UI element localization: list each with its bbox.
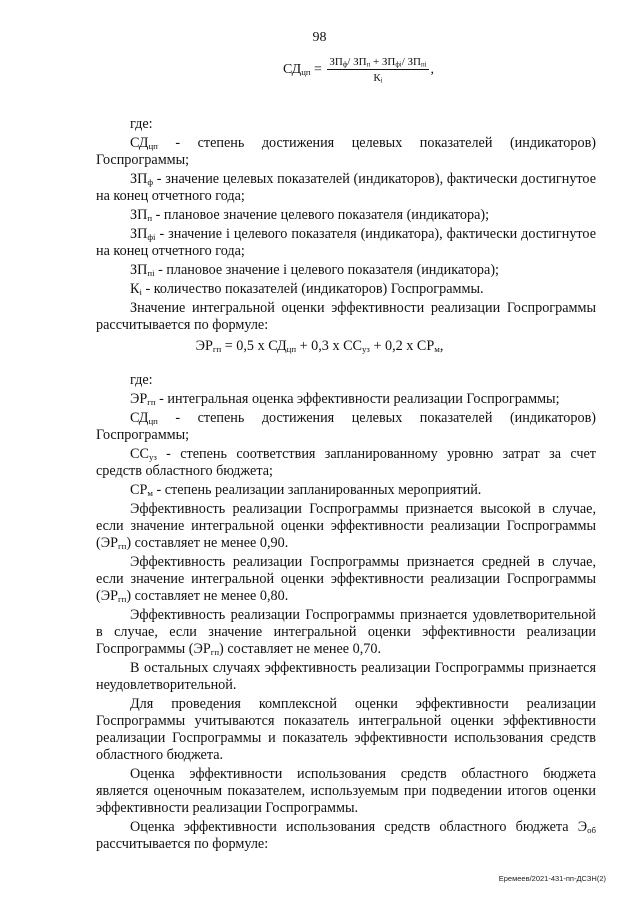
paragraph-high: Эффективность реализации Госпрограммы признается высокой в случае, если значение интегральной оценки эффективности реализации Госпрограммы $(ЭР_{гп})$ составляет не менее 0,90. [96,501,596,552]
paragraph-medium: Эффективность реализации Госпрограммы признается средней в случае, если значение интегральной оценки эффективности реализации Госпрограммы $(ЭР_{гп})$ составляет не менее 0,80. [96,554,596,605]
paragraph-budget-eval: Оценка эффективности использования средств областного бюджета является оценочным показателем, используемым при подведении итогов оценки эффективности реализации Госпрограммы. [96,766,596,816]
gde-label: где: [130,372,153,388]
paragraph-unsatisfactory: В остальных случаях эффективность реализации Госпрограммы признается неудовлетворительной. [96,660,596,693]
paragraph-complex: Для проведения комплексной оценки эффективности реализации Госпрограммы учитываются показатель интегральной оценки эффективности реализации Госпрограммы и показатель эффективности использования средств областного бюджета. [96,696,596,763]
definition-sr: $СР_м$ - степень реализации запланированных мероприятий. [130,482,482,499]
definitions-block-1 [96,116,596,336]
paragraph-budget-formula: Оценка эффективности использования средств областного бюджета $Э_{об}$ рассчитывается по формуле: [96,819,596,852]
definition-zpf: $ЗП_ф$ - значение целевых показателей (индикаторов), фактически достигнутое на конец отчетного года; [96,171,596,204]
formula-er: $ЭР_{гп} = 0,5$ x $СД_{цп} + 0,3$ x $СС_{уз} + 0,2$ x $СР_м$, [195,338,444,355]
formula-denominator: $К_i$ [373,72,383,85]
page-number: 98 [312,30,327,45]
definition-ss: $СС_{уз}$ - степень соответствия запланированному уровню затрат за счет средств областного бюджета; [96,446,596,479]
definition-sd: $СД_{цп}$ - степень достижения целевых показателей (индикаторов) Госпрограммы; [96,410,596,443]
formula-numerator: $ЗП_ф/$ $ЗП_п + ЗП_{фi}/$ $ЗП_{пi}$ [329,56,427,69]
definition-er: $ЭР_{гп}$ - интегральная оценка эффективности реализации Госпрограммы; [130,391,560,408]
paragraph-integral-intro: Значение интегральной оценки эффективности реализации Госпрограммы рассчитывается по формуле: [96,300,596,333]
formula-lhs: $СД_{цп}$ [283,62,311,78]
definitions-block-2 [96,372,596,855]
definition-zpp: $ЗП_п$ - плановое значение целевого показателя (индикатора); [130,207,490,224]
formula-sd [283,56,434,84]
footer-document-id: Еремеев/2021-431-пп-ДСЗН(2) [498,874,606,883]
formula-equals: = [310,62,326,77]
gde-label: где: [130,116,153,132]
definition-zppi: $ЗП_{пi}$ - плановое значение i целевого показателя (индикатора); [130,262,499,279]
formula-tail: , [430,62,435,77]
definition-ki: $К_i$ - количество показателей (индикаторов) Госпрограммы. [130,281,484,298]
formula-fraction [327,56,428,84]
definition-zpfi: $ЗП_{фi}$ - значение i целевого показателя (индикатора), фактически достигнутое на конец отчетного года; [96,226,596,259]
paragraph-satisfactory: Эффективность реализации Госпрограммы признается удовлетворительной в случае, если значение интегральной оценки эффективности реализации Госпрограммы $(ЭР_{гп})$ составляет не менее 0,70. [96,607,596,658]
definition-sd: $СД_{цп}$ - степень достижения целевых показателей (индикаторов) Госпрограммы; [96,135,596,168]
